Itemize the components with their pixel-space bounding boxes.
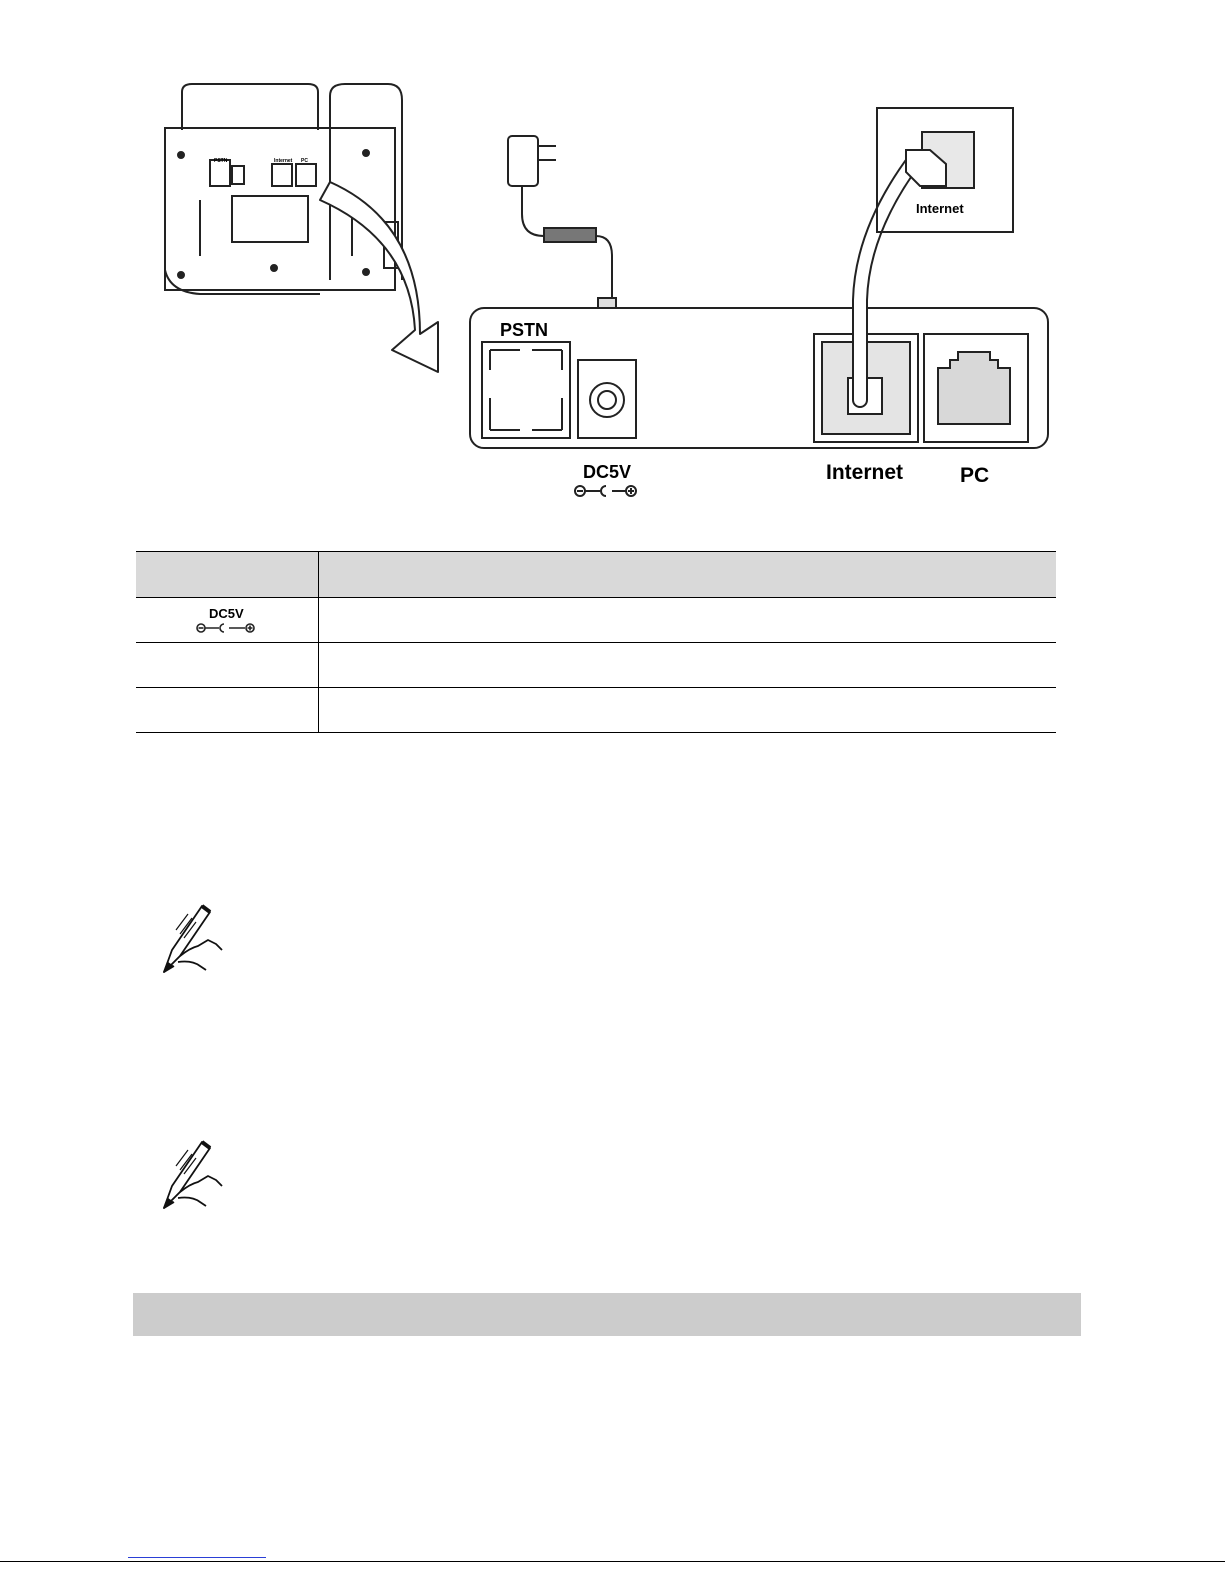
pc-port-label: PC: [960, 464, 990, 487]
table-cell-description: [319, 643, 1057, 688]
zoom-arrow-icon: [320, 182, 438, 372]
dc5v-symbol-icon: [192, 603, 262, 637]
table-row: [136, 598, 1056, 643]
table-header-cell: [136, 552, 319, 598]
footer-rule: [0, 1561, 1225, 1562]
table-cell-symbol: [136, 598, 319, 643]
table-row: [136, 688, 1056, 733]
table-header-cell: [319, 552, 1057, 598]
table-cell-description: [319, 598, 1057, 643]
table-cell-symbol: [136, 688, 319, 733]
footer-link-underline: [128, 1557, 266, 1558]
note-pen-icon: [158, 900, 228, 976]
phone-back-pstn-label: PSTN: [214, 158, 228, 164]
phone-back-internet-label: Internet: [274, 158, 293, 164]
internet-port-label: Internet: [826, 461, 904, 484]
table-cell-description: [319, 688, 1057, 733]
dc5v-symbol-label: DC5V: [209, 606, 244, 621]
port-description-table: [136, 551, 1056, 733]
pstn-port-label: PSTN: [500, 320, 549, 340]
section-heading-bar: [133, 1293, 1081, 1336]
phone-back-pc-label: PC: [301, 158, 308, 164]
polarity-symbol-icon: [575, 486, 636, 496]
table-row: [136, 643, 1056, 688]
phone-connection-diagram: [0, 0, 1225, 520]
table-cell-symbol: [136, 643, 319, 688]
dc5v-label: DC5V: [583, 462, 632, 482]
table-header-row: [136, 552, 1056, 598]
wall-jack-label: Internet: [916, 201, 964, 216]
note-pen-icon: [158, 1136, 228, 1212]
phone-back-illustration: [165, 84, 402, 294]
